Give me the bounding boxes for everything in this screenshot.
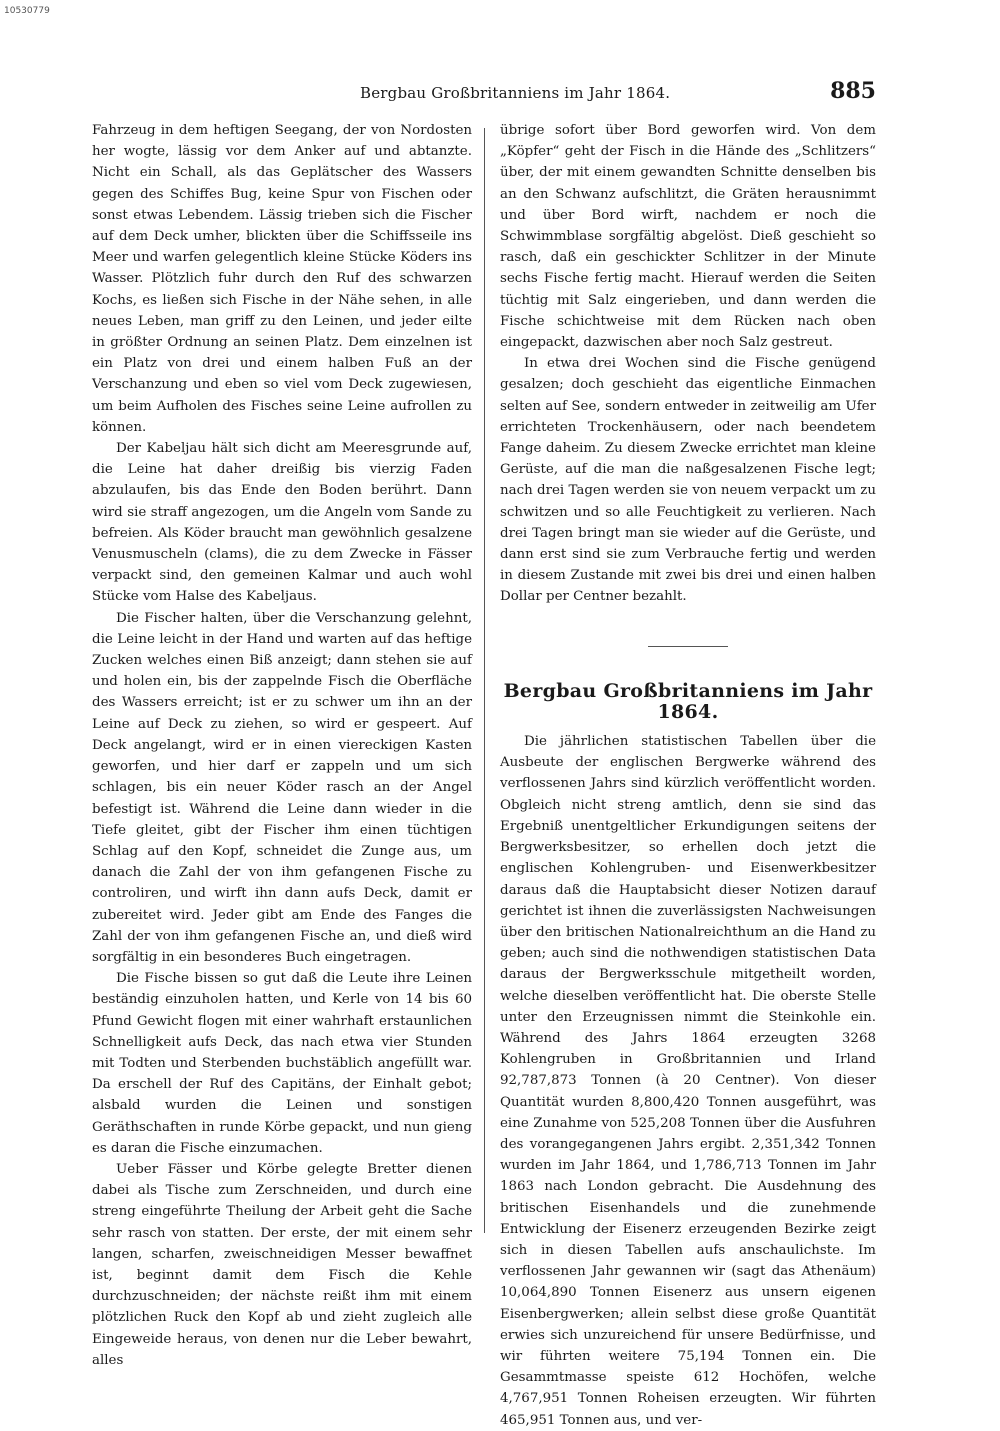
paragraph: Fahrzeug in dem heftigen Seegang, der von Nordosten her wogte, lässig vor dem Anker auf und abtanzte. Nicht ein Schall, als das Geplätscher des Wassers gegen des Schiffes Bug, keine Spur von Fischen oder sonst etwas Lebendem. Lässig trieben sich die Fischer auf dem Deck umher, blickten über die Schiffsseile ins Meer und warfen gelegentlich kleine Stücke Köders ins Wasser. Plötzlich fuhr durch den Ruf des schwarzen Kochs, es ließen sich Fische in der Nähe sehen, in alle neues Leben, man griff zu den Leinen, und jeder eilte in größter Ordnung an seinen Platz. Dem einzelnen ist ein Platz von drei und einem halben Fuß an der Verschanzung und eben so viel vom Deck zugewiesen, um beim Aufholen des Fisches seine Leine aufrollen zu können. [92,123,472,435]
scan-id: 10530779 [4,6,50,16]
page-number: 885 [830,78,876,104]
paragraph: übrige sofort über Bord geworfen wird. Von dem „Köpfer“ geht der Fisch in die Hände des „Schlitzers“ über, der mit einem gewandten Schnitte denselben bis an den Schwanz aufschlitzt, die Gräten herausnimmt und über Bord wirft, nachdem er noch die Schwimmblase sorgfältig abgelöst. Dieß geschieht so rasch, daß ein geschickter Schlitzer in der Minute sechs Fische fertig macht. Hierauf werden die Seiten tüchtig mit Salz eingerieben, und dann werden die Fische schichtweise mit dem Rücken nach oben eingepackt, dazwischen aber noch Salz gestreut. [500,123,876,351]
section-heading: Bergbau Großbritanniens im Jahr 1864. [503,679,873,723]
paragraph: Der Kabeljau hält sich dicht am Meeresgrunde auf, die Leine hat daher dreißig bis vierzig Faden abzulaufen, bis das Ende den Boden berührt. Dann wird sie straff angezogen, um die Angeln vom Sande zu befreien. Als Köder braucht man gewöhnlich gesalzene Venusmuscheln (clams), die zu dem Zwecke in Fässer verpackt sind, den gemeinen Kalmar und auch wohl Stücke vom Halse des Kabeljaus. [92,441,472,605]
paragraph: Die jährlichen statistischen Tabellen über die Ausbeute der englischen Bergwerke während des verflossenen Jahrs sind kürzlich veröffentlicht worden. Obgleich nicht streng amtlich, denn sie sind das Ergebniß unentgeltlicher Erkundigungen seitens der Bergwerksbesitzer, so erhellen doch jetzt die englischen Kohlengruben- und Eisenwerkbesitzer daraus daß die Hauptabsicht dieser Notizen darauf gerichtet ist ihnen die zuverlässigsten Nachweisungen über den britischen Nationalreichthum an die Hand zu geben; auch sind die nothwendigen statistischen Data daraus der Bergwerksschule mitgetheilt worden, welche dieselben veröffentlicht hat. Die oberste Stelle unter den Erzeugnissen nimmt die Steinkohle ein. Während des Jahrs 1864 erzeugten 3268 Kohlengruben in Großbritannien und Irland 92,787,873 Tonnen (à 20 Centner). Von dieser Quantität wurden 8,800,420 Tonnen ausgeführt, was eine Zunahme von 525,208 Tonnen über die Ausfuhren des vorangegangenen Jahrs ergibt. 2,351,342 Tonnen wurden im Jahr 1864, und 1,786,713 Tonnen im Jahr 1863 nach London gebracht. Die Ausdehnung des britischen Eisenhandels und die zunehmende Entwicklung der Eisenerz erzeugenden Bezirke zeigt sich in diesen Tabellen aufs anschaulichste. Im verflossenen Jahr gewannen wir (sagt das Athenäum) 10,064,890 Tonnen Eisenerz aus unsern eigenen Eisenbergwerken; allein selbst diese große Quantität erwies sich unzureichend für unsere Bedürfnisse, und wir führten weitere 75,194 Tonnen ein. Die Gesammtmasse speiste 612 Hochöfen, welche 4,767,951 Tonnen Roheisen erzeugten. Wir führten 465,951 Tonnen aus, und ver- [500,734,876,1428]
paragraph: In etwa drei Wochen sind die Fische genügend gesalzen; doch geschieht das eigentliche Einmachen selten auf See, sondern entweder in zeitweilig am Ufer errichteten Trockenhäusern, oder nach beendetem Fange daheim. Zu diesem Zwecke errichtet man kleine Gerüste, auf die man die naßgesalzenen Fische legt; nach drei Tagen werden sie von neuem verpackt um zu schwitzen und so alle Feuchtigkeit zu verlieren. Nach drei Tagen bringt man sie wieder auf die Gerüste, und dann erst sind sie zum Verbrauche fertig und werden in diesem Zustande mit zwei bis drei und einen halben Dollar per Centner bezahlt. [500,356,876,605]
column-divider [484,128,485,1233]
running-title: Bergbau Großbritanniens im Jahr 1864. [360,84,671,102]
left-column [92,120,472,1371]
paragraph: Die Fische bissen so gut daß die Leute ihre Leinen beständig einzuholen hatten, und Kerle von 14 bis 60 Pfund Gewicht flogen mit einer wahrhaft erstaunlichen Schnelligkeit aufs Deck, das nach etwa vier Stunden mit Todten und Sterbenden buchstäblich angefüllt war. Da erschell der Ruf des Capitäns, der Einhalt gebot; alsbald wurden die Leinen und sonstigen Geräthschaften in runde Körbe gepackt, und nun gieng es daran die Fische einzumachen. [92,971,472,1156]
right-column [500,120,876,1431]
paragraph: Ueber Fässer und Körbe gelegte Bretter dienen dabei als Tische zum Zerschneiden, und durch eine streng eingeführte Theilung der Arbeit geht die Sache sehr rasch von statten. Der erste, der mit einem sehr langen, scharfen, zweischneidigen Messer bewaffnet ist, beginnt damit dem Fisch die Kehle durchzuschneiden; der nächste reißt ihm mit einem plötzlichen Ruck den Kopf ab und zieht zugleich alle Eingeweide heraus, von denen nur die Leber bewahrt, alles [92,1161,472,1368]
page-header [92,78,882,118]
paragraph: Die Fischer halten, über die Verschanzung gelehnt, die Leine leicht in der Hand und warten auf das heftige Zucken welches einen Biß anzeigt; dann stehen sie auf und holen ein, bis der zappelnde Fisch die Oberfläche des Wassers erreicht; ist er zu schwer um ihn an der Leine auf Deck zu ziehen, so wird er gespeert. Auf Deck angelangt, wird er in einen viereckigen Kasten geworfen, und hier darf er zappeln und um sich schlagen, bis ein neuer Köder rasch an der Angel befestigt ist. Während die Leine dann wieder in die Tiefe gleitet, gibt der Fischer ihm einen tüchtigen Schlag auf den Kopf, schneidet die Zunge aus, um danach die Zahl der von ihm gefangenen Fische zu controliren, und wirft ihn dann aufs Deck, damit er zubereitet wird. Jeder gibt am Ende des Fanges die Zahl der von ihm gefangenen Fische an, und dieß wird sorgfältig in ein besonderes Buch eingetragen. [92,610,472,965]
section-separator [648,646,728,647]
